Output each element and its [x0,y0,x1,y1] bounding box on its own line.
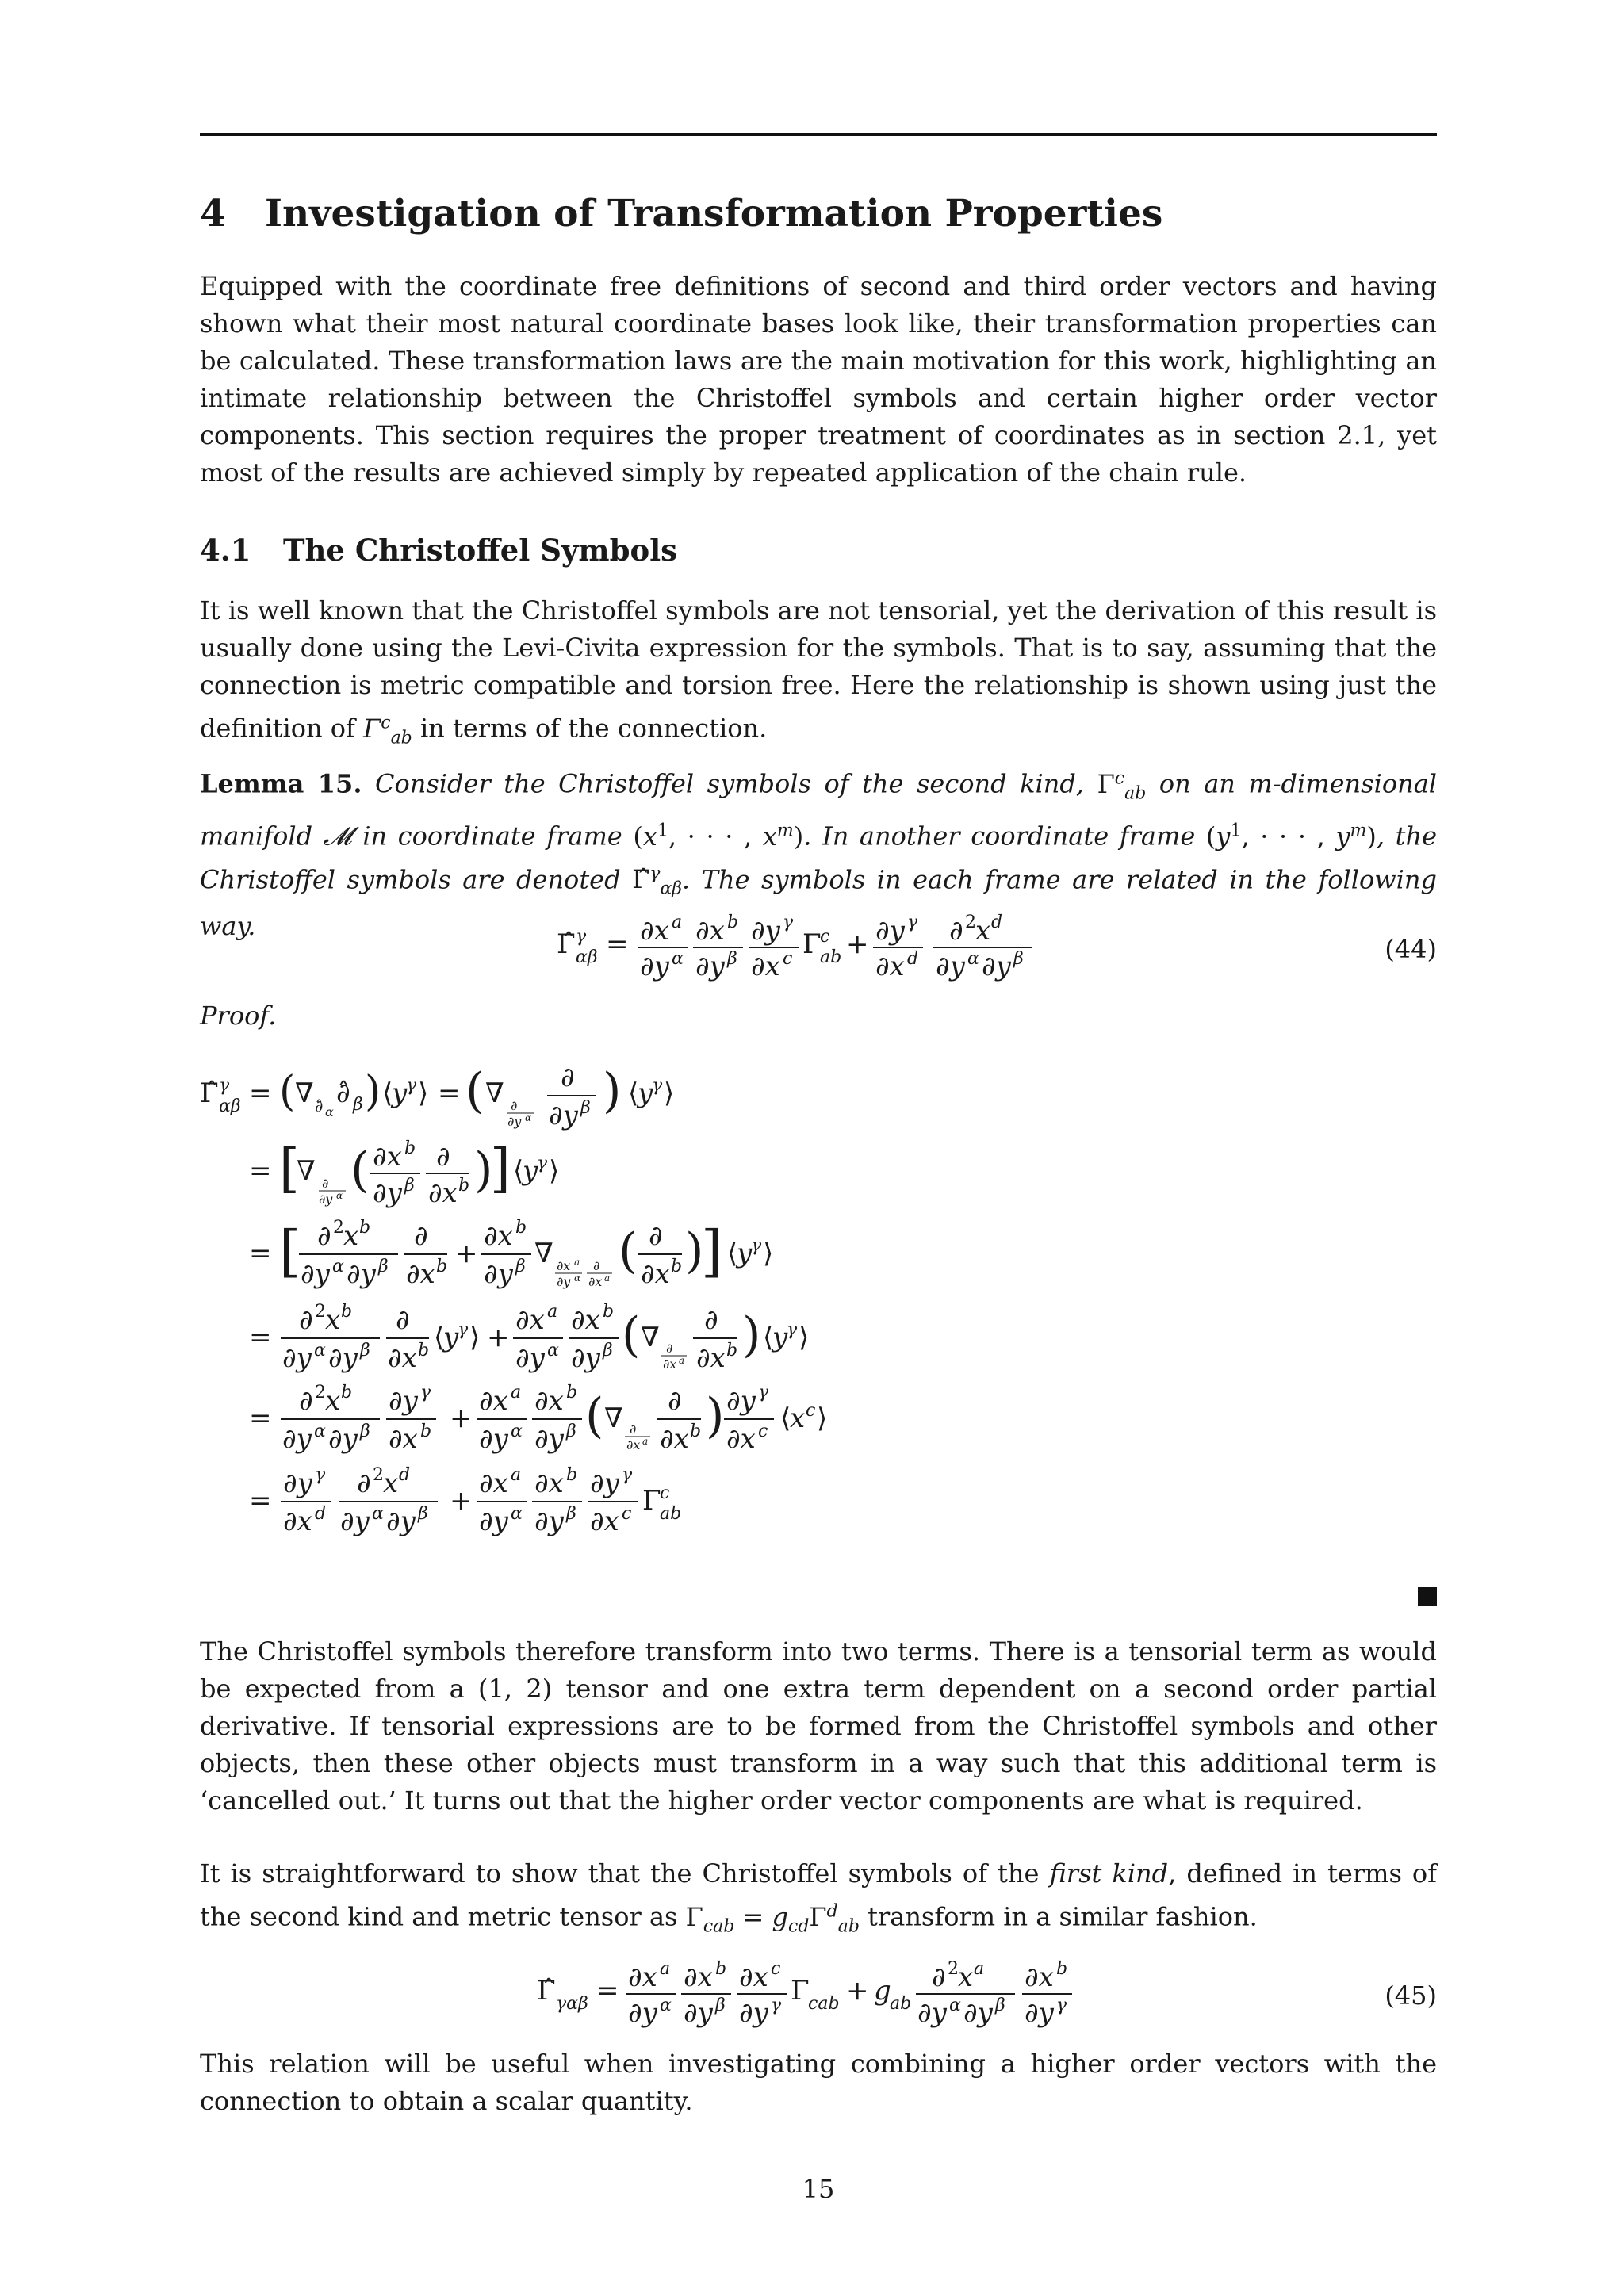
svg-text:∂x: ∂x [534,1468,564,1499]
svg-text:b: b [603,1302,615,1322]
svg-text:∂x: ∂x [1025,1961,1054,1993]
subsection-text-1: It is well known that the Christoffel symbols are not tensorial, yet the derivation of this result is usually done using the Levi-Civita expression for the symbols. That is to say, assuming that the connection is metric compatible and torsion free. Here the relationship is shown using just the definition of [200,595,1437,744]
svg-text:∂: ∂ [396,1304,410,1336]
math-first-kind-def: $\Gamma_{cab} = g_{cd}\Gamma^d_{ab}$ [685,1901,860,1937]
svg-text:β: β [1013,949,1024,969]
first-kind-emphasis: first kind [1049,1858,1169,1888]
svg-text:∂: ∂ [511,1098,518,1113]
svg-text:∂x: ∂x [571,1304,600,1336]
svg-text:2: 2 [315,1302,326,1322]
paragraph-first-kind [200,1855,1437,1945]
svg-text:ab: ab [660,1504,682,1524]
svg-text:]: ] [490,1138,511,1199]
svg-text:⟩: ⟩ [763,1238,774,1269]
svg-text:a: a [642,1436,649,1447]
svg-text:c: c [622,1504,632,1524]
svg-text:∂x: ∂x [557,1258,571,1273]
svg-text:): ) [603,1063,622,1119]
header-rule [200,133,1437,136]
svg-text:∂y: ∂y [739,1997,768,2029]
svg-text:⟩: ⟩ [799,1322,810,1353]
svg-text:a: a [672,913,683,932]
svg-text:∂: ∂ [357,1468,371,1499]
svg-text:=: = [249,1077,272,1109]
svg-text:b: b [420,1422,432,1441]
svg-text:γ: γ [406,1076,417,1096]
subsection-title: The Christoffel Symbols [283,533,678,568]
svg-text:∂x: ∂x [726,1423,756,1455]
svg-text:∂x: ∂x [479,1468,508,1499]
svg-text:∂: ∂ [414,1220,428,1252]
section-heading [200,192,1162,235]
svg-text:b: b [515,1218,527,1238]
svg-text:∂y: ∂y [963,1997,993,2029]
svg-text:α: α [372,1504,384,1524]
svg-text:]: ] [701,1219,723,1284]
svg-text:∂y: ∂y [340,1506,370,1537]
svg-text:=: = [249,1238,272,1269]
first-kind-text-1: It is straightforward to show that the Christoffel symbols of the [200,1858,1040,1888]
svg-text:α: α [511,1422,523,1441]
qed-square [1418,1587,1437,1606]
svg-text:⟨: ⟨ [727,1238,738,1269]
svg-text:2: 2 [315,1383,326,1402]
svg-text:β: β [353,1095,363,1115]
svg-text:(: ( [619,1223,638,1279]
svg-text:∂x: ∂x [534,1385,564,1417]
svg-text:a: a [604,1272,611,1284]
svg-text:γ: γ [458,1320,469,1340]
svg-text:⟨: ⟨ [513,1155,524,1187]
svg-text:∂x: ∂x [479,1385,508,1417]
svg-text:c: c [820,927,830,947]
svg-text:⟩: ⟩ [549,1155,560,1187]
svg-text:β: β [360,1422,370,1441]
svg-text:∂̂: ∂̂ [315,1096,324,1115]
svg-text:∇: ∇ [641,1322,660,1353]
svg-text:b: b [727,913,739,932]
svg-text:β: β [603,1341,613,1360]
svg-text:a: a [679,1355,685,1366]
svg-text:∂y: ∂y [479,1423,508,1455]
svg-text:⟩: ⟩ [664,1077,675,1109]
svg-text:=: = [249,1155,272,1187]
svg-text:γ: γ [219,1076,230,1096]
svg-text:αβ: αβ [219,1096,241,1116]
svg-text:α: α [525,1112,532,1123]
svg-text:Γ: Γ [642,1485,661,1517]
svg-text:∂x: ∂x [751,951,780,982]
svg-text:(: ( [350,1142,370,1198]
subsection-heading [200,533,677,568]
svg-text:β: β [378,1257,389,1276]
svg-text:∂y: ∂y [875,915,905,947]
svg-text:∂y: ∂y [283,1468,312,1499]
svg-text:): ) [365,1068,381,1115]
svg-text:∂y: ∂y [328,1342,358,1374]
svg-text:β: β [515,1257,526,1276]
svg-text:∂x: ∂x [388,1342,417,1374]
math-manifold-M: 𝓜 [323,821,352,851]
svg-text:=: = [596,1975,619,2007]
proof-derivation [200,1054,1231,1594]
svg-text:∇: ∇ [295,1077,314,1109]
svg-text:+: + [450,1402,473,1434]
svg-text:∂: ∂ [649,1220,663,1252]
svg-text:x: x [958,1961,974,1993]
svg-text:y: y [772,1322,788,1353]
svg-text:=: = [249,1322,272,1353]
svg-text:α: α [336,1190,343,1201]
svg-text:=: = [438,1077,461,1109]
svg-text:g: g [874,1975,891,2007]
svg-text:∂y: ∂y [982,951,1011,982]
svg-text:α: α [949,1996,961,2015]
svg-text:∇: ∇ [297,1155,316,1187]
svg-text:∂y: ∂y [917,1997,947,2029]
svg-text:y: y [523,1155,538,1187]
svg-text:γ: γ [787,1320,798,1340]
svg-text:Γ̂: Γ̂ [200,1077,219,1109]
svg-text:∂x: ∂x [660,1423,689,1455]
svg-text:β: β [715,1996,726,2015]
svg-text:∂x: ∂x [641,1258,670,1290]
svg-text:γ: γ [783,913,794,932]
svg-text:b: b [458,1176,470,1196]
svg-text:∂y: ∂y [684,1997,713,2029]
svg-text:c: c [771,1959,781,1979]
math-gamma-hat: Γ̂$^\gamma_{\alpha\beta}$ [632,863,683,899]
svg-text:γ: γ [751,1236,762,1256]
svg-text:∂x: ∂x [626,1437,641,1452]
svg-text:b: b [1056,1959,1068,1979]
svg-text:∂y: ∂y [508,1114,522,1129]
math-frame-y: ($y^1$, · · · , $y^m$) [1205,821,1377,851]
svg-text:d: d [315,1504,327,1524]
svg-text:∂y: ∂y [640,951,669,982]
svg-text:b: b [341,1383,353,1402]
svg-text:∂y: ∂y [282,1423,312,1455]
svg-text:∂: ∂ [299,1385,313,1417]
svg-text:∂y: ∂y [328,1423,358,1455]
section-number: 4 [200,192,226,235]
svg-text:+: + [846,928,869,960]
subsection-number: 4.1 [200,533,251,568]
svg-text:x: x [975,915,991,947]
svg-text:ab: ab [820,947,842,967]
svg-text:∂x: ∂x [588,1274,603,1289]
svg-text:∂x: ∂x [739,1961,768,1993]
svg-text:γ: γ [537,1154,548,1173]
svg-text:+: + [450,1485,473,1517]
lemma-text-3: in coordinate frame [362,821,622,851]
svg-text:b: b [690,1422,702,1441]
svg-text:α: α [314,1341,326,1360]
svg-text:γ: γ [420,1383,431,1402]
lemma-text-5: , the Christoffel symbols are denoted [200,821,1438,895]
svg-text:∂x: ∂x [515,1304,545,1336]
equation-45-number: (45) [1385,1980,1437,2011]
svg-text:b: b [671,1257,683,1276]
svg-text:[: [ [279,1138,300,1199]
svg-text:d: d [991,913,1003,932]
svg-text:∂y: ∂y [373,1177,402,1209]
svg-text:∂: ∂ [949,915,963,947]
svg-text:∂y: ∂y [389,1385,418,1417]
svg-text:∂y: ∂y [534,1423,564,1455]
page [200,0,1437,2296]
svg-text:c: c [806,1401,816,1421]
svg-text:): ) [685,1223,704,1279]
svg-text:∂y: ∂y [936,951,965,982]
svg-text:): ) [706,1388,725,1444]
svg-text:d: d [907,949,919,969]
svg-text:α: α [314,1422,326,1441]
svg-text:b: b [404,1138,416,1158]
svg-text:a: a [974,1959,985,1979]
svg-text:Γ: Γ [802,928,822,960]
svg-text:x: x [383,1468,399,1499]
svg-text:∂: ∂ [299,1304,313,1336]
svg-text:a: a [574,1257,580,1268]
svg-text:∂y: ∂y [557,1274,571,1289]
svg-text:γ: γ [652,1076,663,1096]
section-intro: Equipped with the coordinate free definitions of second and third order vectors and having shown what their most natural coordinate bases look like, their transformation properties can be calculated. These transformation laws are the main motivation for this work, highlighting an intimate relationship between the Christoffel symbols and certain higher order vector components. This section requires the proper treatment of coordinates as in section 2.1, yet most of the results are achieved simply by repeated application of the chain rule. [200,271,1437,488]
svg-text:y: y [392,1077,408,1109]
svg-text:d: d [399,1465,411,1485]
svg-text:a: a [511,1383,522,1402]
equation-44-number: (44) [1385,934,1437,964]
svg-text:∂x: ∂x [640,915,669,947]
svg-text:b: b [341,1302,353,1322]
svg-text:∂y: ∂y [695,951,725,982]
svg-text:+: + [846,1975,869,2007]
equation-45-svg [537,1950,1251,2030]
svg-text:⟨: ⟨ [382,1077,393,1109]
svg-text:∂y: ∂y [386,1506,416,1537]
svg-text:α: α [511,1504,523,1524]
math-gamma-c-ab: $\Gamma^c_{ab}$ [363,713,412,748]
svg-text:Γ̂: Γ̂ [537,1975,556,2007]
svg-text:∂x: ∂x [373,1141,402,1173]
svg-text:∂y: ∂y [549,1100,578,1131]
svg-text:c: c [758,1422,768,1441]
svg-text:∂: ∂ [436,1141,450,1173]
first-kind-text-2: , defined in terms of the second kind and metric tensor as [200,1858,1438,1932]
svg-text:b: b [726,1341,738,1360]
svg-text:⟨: ⟨ [628,1077,639,1109]
svg-text:γαβ: γαβ [556,1994,588,2014]
svg-text:∂y: ∂y [751,915,780,947]
svg-text:∂: ∂ [630,1422,637,1437]
svg-text:ab: ab [890,1994,912,2014]
svg-text:(: ( [279,1068,296,1115]
svg-text:∂x: ∂x [628,1961,657,1993]
svg-text:c: c [783,949,793,969]
svg-text:=: = [249,1485,272,1517]
svg-text:b: b [436,1257,448,1276]
svg-text:αβ: αβ [576,947,598,967]
svg-text:b: b [566,1383,578,1402]
math-frame-x: ($x^1$, · · · , $x^m$) [633,821,804,851]
svg-text:∂y: ∂y [282,1342,312,1374]
svg-text:∂y: ∂y [515,1342,545,1374]
svg-text:∇: ∇ [534,1238,553,1269]
svg-text:β: β [580,1098,591,1118]
svg-text:∂x: ∂x [684,1961,713,1993]
svg-text:): ) [474,1142,493,1198]
svg-text:∂y: ∂y [319,1192,333,1207]
svg-text:∂x: ∂x [389,1423,418,1455]
lemma-text-4: . In another coordinate frame [803,821,1196,851]
svg-text:c: c [660,1483,670,1503]
svg-text:=: = [606,928,629,960]
svg-text:⟨: ⟨ [780,1402,791,1434]
svg-text:∂x: ∂x [428,1177,458,1209]
svg-text:∂x: ∂x [406,1258,435,1290]
svg-text:∂x: ∂x [663,1357,677,1372]
svg-text:b: b [715,1959,727,1979]
svg-text:α: α [547,1341,559,1360]
svg-text:+: + [487,1322,510,1353]
svg-text:α: α [967,949,979,969]
svg-text:∂x: ∂x [484,1220,513,1252]
svg-text:∂: ∂ [593,1258,600,1273]
svg-text:α: α [332,1257,344,1276]
svg-text:β: β [418,1504,428,1524]
svg-text:+: + [455,1238,478,1269]
svg-text:γ: γ [771,1996,782,2015]
subsection-text-2: in terms of the connection. [419,713,768,744]
svg-text:b: b [566,1465,578,1485]
svg-text:∂: ∂ [932,1961,946,1993]
svg-text:∂y: ∂y [628,1997,657,2029]
svg-text:b: b [418,1341,430,1360]
svg-text:cab: cab [808,1994,840,2014]
svg-text:γ: γ [1056,1996,1067,2015]
svg-text:∂x: ∂x [590,1506,619,1537]
svg-text:α: α [672,949,684,969]
lemma-text-2: on an m-dimensional manifold [200,768,1438,851]
svg-text:∂x: ∂x [283,1506,312,1537]
paragraph-final: This relation will be useful when investigating combining a higher order vectors with the connection to obtain a scalar quantity. [200,2049,1437,2116]
proof-label: Proof. [200,1001,277,1031]
svg-text:∂y: ∂y [484,1258,513,1290]
svg-text:∂x: ∂x [695,915,725,947]
equation-45 [200,1950,1437,2030]
paragraph-after-proof: The Christoffel symbols therefore transform into two terms. There is a tensorial term as would be expected from a (1, 2) tensor and one extra term dependent on a second order partial derivative. If tensorial expressions are to be formed from the Christoffel symbols and other objects, then these other objects must transform in a way such that this additional term is ‘cancelled out.’ It turns out that the higher order vector components are what is required. [200,1636,1437,1816]
svg-text:∂: ∂ [322,1176,329,1191]
svg-text:α: α [660,1996,672,2015]
svg-text:): ) [742,1307,761,1363]
lemma-label: Lemma 15. [200,768,362,799]
svg-text:x: x [790,1402,806,1434]
svg-text:∂: ∂ [668,1385,682,1417]
svg-text:∂y: ∂y [1025,1997,1054,2029]
equation-44-svg [557,904,1350,983]
svg-text:Γ: Γ [791,1975,810,2007]
svg-text:⟩: ⟩ [469,1322,481,1353]
svg-text:a: a [660,1959,671,1979]
svg-text:∂x: ∂x [875,951,905,982]
math-gamma-c-ab-2: $\Gamma^c_{ab}$ [1097,768,1147,804]
lemma-text-6: . The symbols in each frame are related in the following way. [200,864,1438,941]
svg-text:∂: ∂ [561,1062,575,1093]
section-title: Investigation of Transformation Properties [265,192,1163,235]
svg-text:∇: ∇ [485,1077,504,1109]
svg-text:a: a [511,1465,522,1485]
first-kind-text-3: transform in a similar fashion. [868,1901,1258,1932]
svg-text:∂y: ∂y [571,1342,600,1374]
svg-text:b: b [359,1218,371,1238]
svg-text:∂x: ∂x [696,1342,726,1374]
svg-text:∂y: ∂y [534,1506,564,1537]
svg-text:∂y: ∂y [301,1258,330,1290]
svg-text:γ: γ [622,1465,633,1485]
svg-text:⟨: ⟨ [763,1322,774,1353]
svg-text:⟩: ⟩ [418,1077,429,1109]
svg-text:α: α [574,1272,581,1284]
lemma-text-1: Consider the Christoffel symbols of the second kind, [374,768,1085,799]
svg-text:2: 2 [333,1218,344,1238]
svg-text:γ: γ [576,927,587,947]
svg-text:=: = [249,1402,272,1434]
subsection-paragraph [200,592,1437,756]
svg-text:(: ( [622,1307,641,1363]
svg-text:x: x [325,1385,341,1417]
svg-text:γ: γ [907,913,918,932]
svg-text:∂: ∂ [704,1304,718,1336]
svg-text:(: ( [585,1388,604,1444]
svg-text:[: [ [279,1219,301,1284]
svg-text:∂: ∂ [317,1220,331,1252]
svg-text:2: 2 [373,1465,384,1485]
svg-text:∂: ∂ [666,1341,673,1356]
svg-text:2: 2 [948,1959,959,1979]
svg-text:y: y [737,1238,753,1269]
svg-text:⟩: ⟩ [817,1402,828,1434]
page-number: 15 [802,2174,835,2204]
svg-text:β: β [404,1176,415,1196]
svg-text:(: ( [465,1063,485,1119]
svg-text:∂̂: ∂̂ [336,1077,350,1109]
svg-text:∇: ∇ [604,1402,623,1434]
svg-text:x: x [343,1220,359,1252]
equation-44 [200,904,1437,983]
svg-text:γ: γ [758,1383,769,1402]
svg-text:x: x [325,1304,341,1336]
svg-text:γ: γ [315,1465,326,1485]
svg-text:y: y [638,1077,653,1109]
svg-text:Γ̂: Γ̂ [557,928,576,960]
svg-text:∂y: ∂y [479,1506,508,1537]
svg-text:β: β [727,949,737,969]
svg-text:β: β [995,1996,1005,2015]
svg-text:⟨: ⟨ [434,1322,445,1353]
svg-text:∂y: ∂y [347,1258,376,1290]
svg-text:2: 2 [965,913,976,932]
svg-text:∂y: ∂y [590,1468,619,1499]
svg-text:α: α [325,1104,334,1119]
svg-text:β: β [566,1422,576,1441]
svg-text:∂y: ∂y [726,1385,756,1417]
svg-text:β: β [360,1341,370,1360]
svg-text:a: a [547,1302,558,1322]
svg-text:β: β [566,1504,576,1524]
svg-text:y: y [443,1322,459,1353]
